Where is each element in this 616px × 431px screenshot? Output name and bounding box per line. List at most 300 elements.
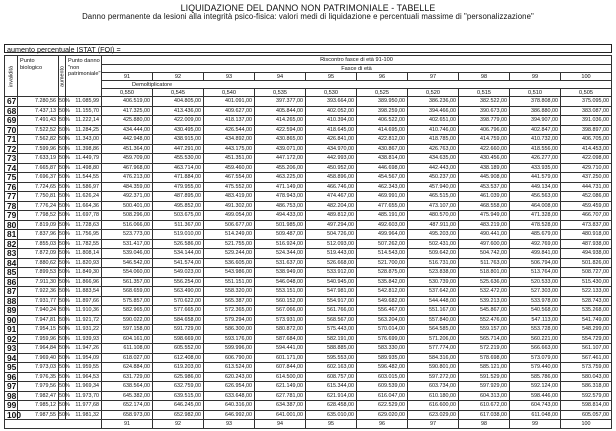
value-cell: 573.079,00: [510, 353, 561, 363]
value-cell: 417.325,00: [102, 106, 153, 116]
value-cell: 541.749,00: [561, 315, 612, 325]
increase-cell: 50%: [59, 164, 70, 171]
non-patrimonial-point-cell: 11.544,55: [66, 173, 102, 183]
footer-age-100: 100: [561, 420, 612, 429]
value-cell: 422.098,00: [561, 154, 612, 164]
value-cell: 568.659,00: [102, 287, 153, 297]
value-cell: 570.622,00: [153, 296, 204, 306]
value-cell: 584.316,00: [408, 353, 459, 363]
value-cell: 526.586,00: [153, 239, 204, 249]
value-cell: 619.203,00: [153, 363, 204, 373]
non-patrimonial-point-cell: 11.977,68: [66, 401, 102, 411]
demultiplier-93: 0,540: [204, 89, 255, 97]
value-cell: 597.158,00: [102, 325, 153, 335]
non-patrimonial-point-cell: 11.954,09: [66, 353, 102, 363]
value-cell: 603.734,00: [408, 382, 459, 392]
biological-point-cell: 7.696,37: [18, 173, 59, 183]
value-cell: 522.133,00: [561, 287, 612, 297]
invalidity-cell: 80: [5, 220, 18, 230]
table-row: [5, 173, 612, 183]
value-cell: 652.174,00: [102, 401, 153, 411]
value-cell: 617.038,00: [459, 410, 510, 420]
value-cell: 524.344,00: [255, 249, 306, 259]
demultiplier-96: 0,525: [357, 89, 408, 97]
table-row: [5, 325, 612, 335]
value-cell: 494.433,00: [255, 211, 306, 221]
invalidity-cell: 71: [5, 135, 18, 145]
value-cell: 453.537,00: [459, 182, 510, 192]
value-cell: 394.907,00: [510, 116, 561, 126]
value-cell: 602.163,00: [306, 363, 357, 373]
table-row: [5, 135, 612, 145]
table-row: [5, 315, 612, 325]
footer-age-93: 93: [204, 420, 255, 429]
value-cell: 471.884,00: [153, 173, 204, 183]
value-cell: 646.245,00: [153, 401, 204, 411]
demultiplier-header: Demoltiplicatore: [102, 81, 612, 89]
value-cell: 497.600,00: [459, 239, 510, 249]
value-cell: 523.838,00: [408, 268, 459, 278]
value-cell: 579.294,00: [204, 315, 255, 325]
value-cell: 449.134,00: [510, 182, 561, 192]
value-cell: 444.731,00: [561, 182, 612, 192]
age-97: 97: [408, 73, 459, 81]
value-cell: 479.955,00: [153, 182, 204, 192]
value-cell: 595.553,00: [306, 353, 357, 363]
value-cell: 596.482,00: [357, 363, 408, 373]
value-cell: 434.444,00: [102, 125, 153, 135]
increase-cell: 50%: [59, 269, 70, 275]
biological-point-cell: 7.776,24: [18, 201, 59, 211]
biological-point-cell: 7.280,56: [18, 97, 59, 107]
value-cell: 604.161,00: [102, 334, 153, 344]
value-cell: 500.401,00: [102, 201, 153, 211]
value-cell: 426.277,00: [510, 154, 561, 164]
table-row: [5, 106, 612, 116]
biological-point-cell: 7.911,30: [18, 277, 59, 287]
value-cell: 439.071,00: [255, 144, 306, 154]
increase-cell: 50%: [59, 231, 70, 237]
age-groups-header: Fasce di età: [102, 65, 612, 73]
value-cell: 466.746,00: [306, 182, 357, 192]
invalidity-cell: 94: [5, 353, 18, 363]
value-cell: 434.892,00: [204, 135, 255, 145]
value-cell: 422.660,00: [459, 144, 510, 154]
footer-age-99: 99: [510, 420, 561, 429]
value-cell: 451.364,00: [102, 144, 153, 154]
istat-increase-label: aumento percentuale ISTAT (FOI) =: [4, 44, 612, 53]
value-cell: 480.918,00: [561, 230, 612, 240]
value-cell: 426.763,00: [408, 144, 459, 154]
increase-cell: 50%: [59, 278, 70, 285]
value-cell: 628.458,00: [306, 401, 357, 411]
value-cell: 623.029,00: [408, 410, 459, 420]
table-row: [5, 154, 612, 164]
value-cell: 610.180,00: [408, 391, 459, 401]
value-cell: 578.698,00: [459, 353, 510, 363]
value-cell: 434.635,00: [408, 154, 459, 164]
value-cell: 507.262,00: [357, 239, 408, 249]
biological-point-cell: 7.976,35: [18, 372, 59, 382]
value-cell: 502.431,00: [408, 239, 459, 249]
value-cell: 418.556,00: [510, 144, 561, 154]
value-cell: 520.533,00: [510, 277, 561, 287]
value-cell: 564.585,00: [408, 325, 459, 335]
non-patrimonial-point-cell: 11.155,70: [66, 106, 102, 116]
value-cell: 463.714,00: [153, 163, 204, 173]
value-cell: 658.973,00: [102, 410, 153, 420]
value-cell: 494.938,00: [561, 249, 612, 259]
value-cell: 535.268,00: [561, 306, 612, 316]
value-cell: 529.244,00: [204, 249, 255, 259]
value-cell: 604.313,00: [459, 391, 510, 401]
table-row: [5, 277, 612, 287]
value-cell: 611.048,00: [510, 410, 561, 420]
increase-cell: 50%: [59, 126, 70, 133]
demultiplier-99: 0,510: [510, 89, 561, 97]
invalidity-cell: 96: [5, 372, 18, 382]
value-cell: 632.759,00: [153, 382, 204, 392]
value-cell: 638.564,00: [102, 382, 153, 392]
increase-cell: 50%: [59, 259, 70, 266]
value-cell: 580.872,00: [255, 325, 306, 335]
increase-header: aumento: [59, 56, 66, 97]
value-cell: 583.330,00: [357, 344, 408, 354]
value-cell: 430.867,00: [357, 144, 408, 154]
value-cell: 378.808,00: [510, 97, 561, 107]
value-cell: 430.865,00: [255, 135, 306, 145]
table-row: [5, 249, 612, 259]
value-cell: 401.091,00: [204, 97, 255, 107]
biological-point-cell: 7.633,19: [18, 154, 59, 164]
value-cell: 463.225,00: [255, 173, 306, 183]
age-91: 91: [102, 73, 153, 81]
value-cell: 475.949,00: [459, 211, 510, 221]
value-cell: 452.086,00: [561, 192, 612, 202]
value-cell: 631.729,00: [102, 372, 153, 382]
value-cell: 483.219,00: [459, 220, 510, 230]
increase-cell: 50%: [59, 174, 70, 180]
value-cell: 584.658,00: [153, 315, 204, 325]
increase-cell: 50%: [59, 335, 70, 342]
value-cell: 625.986,00: [153, 372, 204, 382]
value-cell: 519.010,00: [153, 230, 204, 240]
value-cell: 554.917,00: [306, 296, 357, 306]
invalidity-cell: 75: [5, 173, 18, 183]
value-cell: 577.774,00: [408, 344, 459, 354]
table-row: [5, 182, 612, 192]
value-cell: 504.726,00: [306, 230, 357, 240]
value-cell: 406.796,00: [459, 125, 510, 135]
invalidity-cell: 82: [5, 239, 18, 249]
invalidity-cell: 91: [5, 325, 18, 335]
value-cell: 586.318,00: [561, 382, 612, 392]
value-cell: 546.048,00: [255, 277, 306, 287]
value-cell: 483.419,00: [204, 192, 255, 202]
value-cell: 398.779,00: [459, 116, 510, 126]
value-cell: 397.377,00: [255, 97, 306, 107]
value-cell: 549.682,00: [357, 296, 408, 306]
value-cell: 451.351,00: [204, 154, 255, 164]
value-cell: 467.968,00: [102, 163, 153, 173]
value-cell: 645.382,00: [102, 391, 153, 401]
value-cell: 516.731,00: [408, 258, 459, 268]
table-row: [5, 97, 612, 107]
value-cell: 430.456,00: [459, 154, 510, 164]
invalidity-cell: 92: [5, 334, 18, 344]
footer-spacer: [5, 420, 102, 429]
value-cell: 615.344,00: [306, 382, 357, 392]
increase-cell: 50%: [59, 288, 70, 294]
value-cell: 406.519,00: [102, 97, 153, 107]
table-row: [5, 116, 612, 126]
value-cell: 570.014,00: [357, 325, 408, 335]
biological-point-cell: 7.819,09: [18, 220, 59, 230]
value-cell: 492.371,00: [102, 192, 153, 202]
footer-age-96: 96: [357, 420, 408, 429]
value-cell: 485.191,00: [357, 211, 408, 221]
value-cell: 598.446,00: [510, 391, 561, 401]
age-94: 94: [255, 73, 306, 81]
value-cell: 624.884,00: [102, 363, 153, 373]
value-cell: 605.057,00: [561, 410, 612, 420]
value-cell: 433.935,00: [510, 163, 561, 173]
value-cell: 540.945,00: [306, 277, 357, 287]
increase-cell: 50%: [59, 221, 70, 228]
table-row: [5, 287, 612, 297]
value-cell: 534.144,00: [153, 249, 204, 259]
value-cell: 491.302,00: [204, 201, 255, 211]
value-cell: 509.487,00: [255, 230, 306, 240]
age-98: 98: [459, 73, 510, 81]
non-patrimonial-point-cell: 11.969,34: [66, 382, 102, 392]
value-cell: 526.668,00: [306, 258, 357, 268]
value-cell: 414.265,00: [255, 116, 306, 126]
value-cell: 553.728,00: [510, 325, 561, 335]
value-cell: 506.677,00: [204, 220, 255, 230]
increase-cell: 50%: [59, 193, 70, 199]
biological-point-cell: 7.947,81: [18, 315, 59, 325]
increase-cell: 50%: [59, 402, 70, 408]
invalidity-cell: 74: [5, 163, 18, 173]
value-cell: 551.151,00: [204, 277, 255, 287]
age-95: 95: [306, 73, 357, 81]
value-cell: 626.954,00: [204, 382, 255, 392]
non-patrimonial-point-cell: 11.222,14: [66, 116, 102, 126]
increase-cell: 50%: [59, 202, 70, 209]
value-cell: 539.046,00: [102, 249, 153, 259]
value-cell: 504.742,00: [459, 249, 510, 259]
increase-cell: 50%: [59, 364, 70, 370]
value-cell: 386.236,00: [408, 97, 459, 107]
value-cell: 386.880,00: [510, 106, 561, 116]
value-cell: 382.522,00: [459, 97, 510, 107]
biological-point-cell: 7.922,36: [18, 287, 59, 297]
biological-point-cell: 7.724,65: [18, 182, 59, 192]
invalidity-cell: 99: [5, 401, 18, 411]
value-cell: 438.915,00: [153, 135, 204, 145]
value-cell: 591.729,00: [153, 325, 204, 335]
value-cell: 608.757,00: [306, 372, 357, 382]
value-cell: 521.700,00: [357, 258, 408, 268]
age-99: 99: [510, 73, 561, 81]
invalidity-cell: 73: [5, 154, 18, 164]
value-cell: 561.766,00: [306, 306, 357, 316]
table-row: [5, 306, 612, 316]
non-patrimonial-point-cell: 11.947,26: [66, 344, 102, 354]
invalidity-cell: 78: [5, 201, 18, 211]
table-row: [5, 382, 612, 392]
value-cell: 599.996,00: [204, 344, 255, 354]
value-cell: 459.459,00: [561, 201, 612, 211]
invalidity-cell: 86: [5, 277, 18, 287]
value-cell: 503.675,00: [153, 211, 204, 221]
value-cell: 450.237,00: [408, 173, 459, 183]
biological-point-cell: 7.940,24: [18, 306, 59, 316]
value-cell: 561.357,00: [102, 277, 153, 287]
value-cell: 530.739,00: [408, 277, 459, 287]
value-cell: 454.567,00: [357, 173, 408, 183]
value-cell: 406.705,00: [561, 135, 612, 145]
value-cell: 543.986,00: [204, 268, 255, 278]
value-cell: 558.320,00: [204, 287, 255, 297]
value-cell: 398.259,00: [357, 106, 408, 116]
value-cell: 646.992,00: [204, 410, 255, 420]
value-cell: 561.107,00: [561, 344, 612, 354]
value-cell: 485.679,00: [510, 230, 561, 240]
invalidity-cell: 97: [5, 382, 18, 392]
table-row: [5, 220, 612, 230]
footer-age-91: 91: [102, 420, 153, 429]
value-cell: 487.895,00: [153, 192, 204, 202]
invalidity-cell: 76: [5, 182, 18, 192]
value-cell: 528.743,00: [561, 296, 612, 306]
non-patrimonial-point-cell: 11.959,55: [66, 363, 102, 373]
value-cell: 512.093,00: [306, 239, 357, 249]
value-cell: 536.605,00: [204, 258, 255, 268]
value-cell: 495.203,00: [408, 230, 459, 240]
value-cell: 486.753,00: [255, 201, 306, 211]
demultiplier-95: 0,530: [306, 89, 357, 97]
value-cell: 551.167,00: [408, 306, 459, 316]
value-cell: 597.929,00: [459, 382, 510, 392]
value-cell: 540.568,00: [510, 306, 561, 316]
biological-point-cell: 7.973,03: [18, 363, 59, 373]
non-patrimonial-point-cell: 11.586,97: [66, 182, 102, 192]
table-row: [5, 268, 612, 278]
value-cell: 501.826,00: [561, 258, 612, 268]
value-cell: 398.897,00: [561, 125, 612, 135]
footer-age-95: 95: [306, 420, 357, 429]
biological-point-cell: 7.798,52: [18, 211, 59, 221]
value-cell: 593.176,00: [204, 334, 255, 344]
page-title: LIQUIDAZIONE DEL DANNO NON PATRIMONIALE - TABELLE: [180, 3, 436, 13]
value-cell: 406.522,00: [357, 116, 408, 126]
invalidity-cell: 90: [5, 315, 18, 325]
value-cell: 443.175,00: [204, 144, 255, 154]
value-cell: 514.249,00: [204, 230, 255, 240]
value-cell: 516.066,00: [102, 220, 153, 230]
increase-cell: 50%: [59, 212, 70, 218]
damage-table: [4, 55, 612, 429]
increase-cell: 50%: [59, 250, 70, 256]
value-cell: 410.394,00: [306, 116, 357, 126]
biological-point-cell: 7.872,09: [18, 249, 59, 259]
value-cell: 422.009,00: [153, 116, 204, 126]
value-cell: 461.039,00: [459, 192, 510, 202]
value-cell: 554.060,00: [102, 268, 153, 278]
value-cell: 446.698,00: [357, 163, 408, 173]
value-cell: 565.387,00: [204, 296, 255, 306]
non-patrimonial-point-cell: 11.728,63: [66, 220, 102, 230]
non-patrimonial-point-cell: 11.931,22: [66, 325, 102, 335]
value-cell: 516.924,00: [255, 239, 306, 249]
value-cell: 466.707,00: [561, 211, 612, 221]
value-cell: 633.648,00: [204, 391, 255, 401]
value-cell: 442.443,00: [408, 163, 459, 173]
non-patrimonial-point-cell: 11.449,79: [66, 154, 102, 164]
value-cell: 445.908,00: [459, 173, 510, 183]
value-cell: 572.365,00: [204, 306, 255, 316]
value-cell: 438.814,00: [357, 154, 408, 164]
increase-cell: 50%: [59, 155, 70, 161]
value-cell: 426.841,00: [306, 135, 357, 145]
biological-point-cell: 7.562,82: [18, 135, 59, 145]
value-cell: 465.515,00: [408, 192, 459, 202]
value-cell: 641.001,00: [255, 410, 306, 420]
demultiplier-91: 0,550: [102, 89, 153, 97]
increase-cell: 50%: [59, 145, 70, 152]
value-cell: 508.727,00: [561, 268, 612, 278]
increase-cell: 50%: [59, 383, 70, 389]
increase-cell: 50%: [59, 297, 70, 304]
value-cell: 501.985,00: [255, 220, 306, 230]
age-96: 96: [357, 73, 408, 81]
value-cell: 477.655,00: [357, 201, 408, 211]
biological-point-header: Punto biologico: [18, 56, 59, 97]
increase-cell: 50%: [59, 240, 70, 247]
value-cell: 620.243,00: [204, 372, 255, 382]
value-cell: 563.204,00: [357, 315, 408, 325]
invalidity-cell: 81: [5, 230, 18, 240]
value-cell: 402.651,00: [408, 116, 459, 126]
value-cell: 467.554,00: [204, 173, 255, 183]
value-cell: 487.911,00: [408, 220, 459, 230]
value-cell: 490.441,00: [459, 230, 510, 240]
biological-point-cell: 7.837,96: [18, 230, 59, 240]
value-cell: 531.417,00: [102, 239, 153, 249]
value-cell: 539.213,00: [459, 296, 510, 306]
value-cell: 480.570,00: [408, 211, 459, 221]
value-cell: 607.844,00: [255, 363, 306, 373]
invalidity-header: invalidità: [5, 56, 18, 97]
value-cell: 414.453,00: [561, 144, 612, 154]
value-cell: 592.124,00: [510, 382, 561, 392]
value-cell: 514.543,00: [357, 249, 408, 259]
value-cell: 457.940,00: [408, 182, 459, 192]
value-cell: 652.982,00: [153, 410, 204, 420]
demultiplier-94: 0,535: [255, 89, 306, 97]
value-cell: 509.642,00: [408, 249, 459, 259]
increase-cell: 50%: [59, 411, 70, 418]
value-cell: 521.755,00: [204, 239, 255, 249]
non-patrimonial-point-header: Punto danno "non patrimoniale": [66, 56, 102, 97]
biological-point-cell: 7.437,13: [18, 106, 59, 116]
value-cell: 587.684,00: [255, 334, 306, 344]
value-cell: 474.467,00: [306, 192, 357, 202]
table-row: [5, 296, 612, 306]
value-cell: 547.113,00: [510, 315, 561, 325]
